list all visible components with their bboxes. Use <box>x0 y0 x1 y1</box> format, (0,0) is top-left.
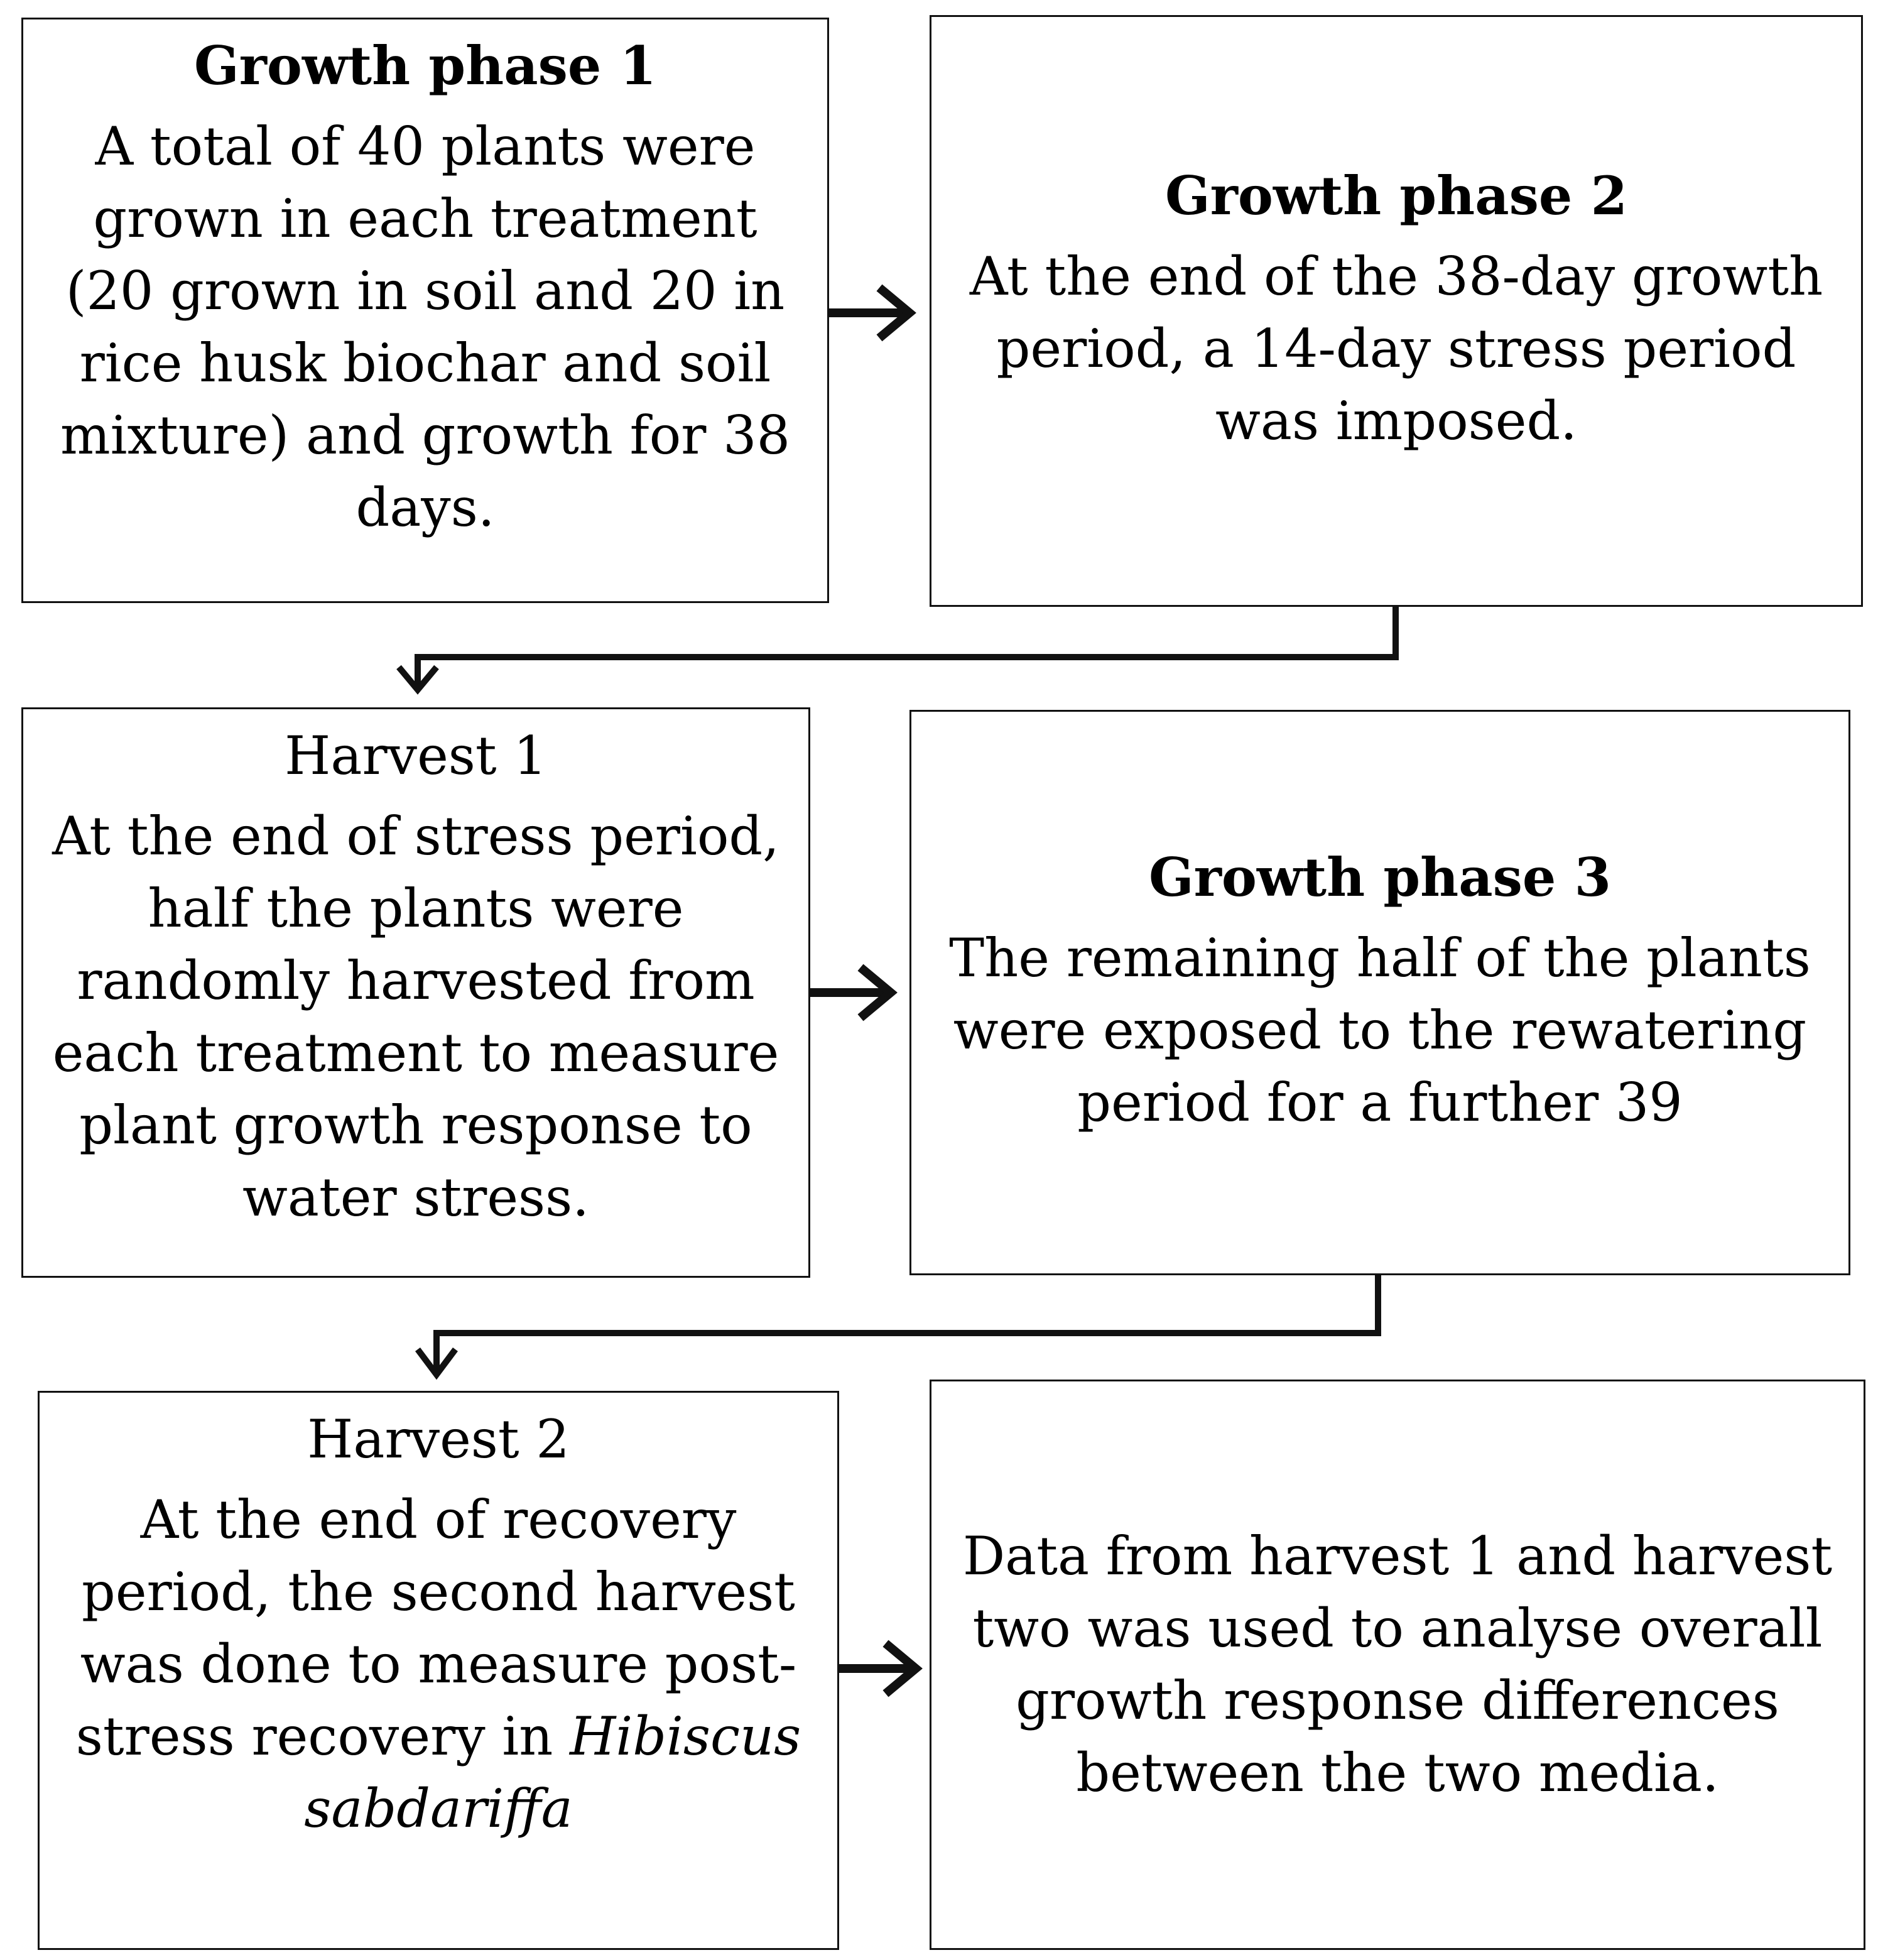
growth-phase-1-box <box>21 18 829 603</box>
arrow-gp2-to-harvest1 <box>399 605 1396 690</box>
growth-phase-2-title: Growth phase 2 <box>1164 165 1628 227</box>
growth-phase-1-text: A total of 40 plants were grown in each treatment (20 grown in soil and 20 in rice husk biochar and soil mixture) and growth for 38 days. <box>60 115 791 538</box>
growth-phase-2-text: At the end of the 38-day growth period, a 14-day stress period was imposed. <box>969 245 1823 452</box>
harvest-2-text-main: At the end of recovery period, the second harvest was done to measure post-stress recovery in <box>75 1488 797 1767</box>
arrow-harvest1-to-gp3 <box>809 967 891 1018</box>
growth-phase-3-box <box>909 710 1850 1275</box>
harvest-2-text <box>61 1484 816 1845</box>
growth-phase-2-box <box>930 15 1863 607</box>
harvest-1-title: Harvest 1 <box>285 725 547 787</box>
data-analysis-text: Data from harvest 1 and harvest two was used to analyse overall growth response differences between the two media. <box>962 1525 1833 1804</box>
arrow-gp3-to-harvest2 <box>418 1274 1378 1375</box>
growth-phase-3-title: Growth phase 3 <box>1148 846 1612 909</box>
harvest-1-box <box>21 707 810 1278</box>
harvest-2-title: Harvest 2 <box>307 1408 570 1470</box>
harvest-1-text: At the end of stress period, half the plants were randomly harvested from each treatment to measure plant growth response to water stress. <box>52 805 779 1228</box>
growth-phase-3-text: The remaining half of the plants were exposed to the rewatering period for a further 39 <box>949 927 1811 1133</box>
species-name: Hibiscus sabdariffa <box>304 1705 801 1839</box>
growth-phase-1-title: Growth phase 1 <box>193 35 657 97</box>
arrow-gp1-to-gp2 <box>828 288 909 338</box>
data-analysis-box <box>930 1380 1865 1950</box>
arrow-harvest2-to-analysis <box>838 1643 916 1694</box>
harvest-2-box <box>38 1391 839 1950</box>
